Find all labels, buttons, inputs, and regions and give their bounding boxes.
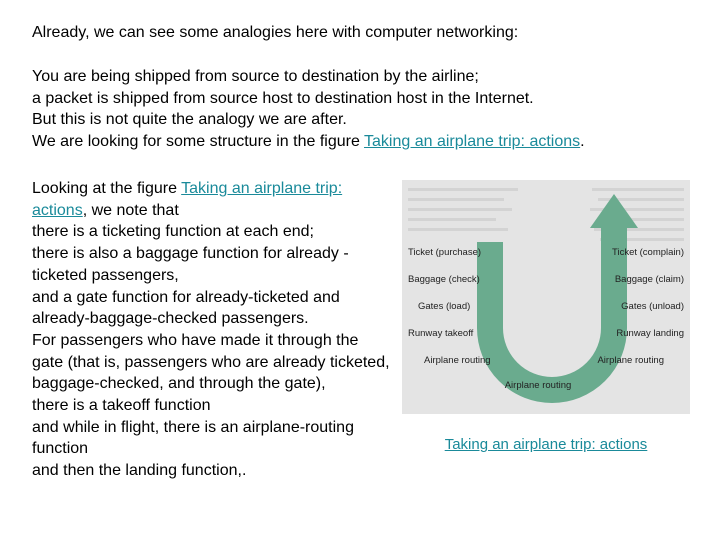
paragraph-analogy — [32, 66, 585, 153]
right-label: Baggage (claim) — [614, 274, 684, 285]
caption-link[interactable]: Taking an airplane trip: actions — [444, 436, 648, 453]
figure-diagram — [402, 180, 690, 414]
text-fragment: , we note that — [82, 201, 179, 219]
right-label: Gates (unload) — [621, 301, 684, 312]
text-line: there is also a baggage function for already -ticketed passengers, — [32, 245, 349, 284]
text-line: and while in flight, there is an airplane-routing function — [32, 418, 354, 458]
text-fragment: . — [580, 133, 585, 151]
text-line — [32, 178, 392, 221]
text-fragment: Looking at the figure — [32, 180, 182, 197]
right-label: Runway landing — [616, 328, 684, 339]
paragraph-functions — [32, 178, 392, 482]
text-line: there is a takeoff function — [32, 397, 211, 415]
text-line: and a gate function for already-ticketed and already-baggage-checked passengers. — [32, 288, 340, 328]
text-line: there is a ticketing function at each end; — [32, 223, 314, 241]
text-fragment: We are looking for some structure in the figure — [32, 133, 365, 151]
left-label: Gates (load) — [418, 301, 471, 312]
text-line: and then the landing function,. — [32, 462, 247, 480]
text-line: For passengers who have made it through the gate (that is, passengers who are already ticketed, baggage-checked, and through the gate), — [32, 331, 390, 393]
figure-link[interactable]: Taking an airplane trip: actions — [364, 133, 581, 151]
left-label: Ticket (purchase) — [408, 247, 482, 258]
text-line: But this is not quite the analogy we are after. — [32, 111, 347, 129]
left-label: Runway takeoff — [408, 328, 474, 339]
text-line: You are being shipped from source to destination by the airline; — [32, 68, 479, 85]
text-line — [32, 131, 585, 153]
right-label: Ticket (complain) — [612, 247, 684, 258]
bottom-label: Airplane routing — [504, 380, 572, 391]
figure-caption — [402, 436, 690, 453]
intro-text: Already, we can see some analogies here with computer networking: — [32, 24, 519, 41]
left-label: Airplane routing — [424, 355, 491, 366]
right-label: Airplane routing — [597, 355, 664, 366]
airplane-trip-figure — [402, 180, 690, 414]
text-line: a packet is shipped from source host to destination host in the Internet. — [32, 89, 534, 107]
left-label: Baggage (check) — [408, 274, 480, 285]
figure-link[interactable]: Taking an airplane trip: actions — [32, 180, 343, 219]
